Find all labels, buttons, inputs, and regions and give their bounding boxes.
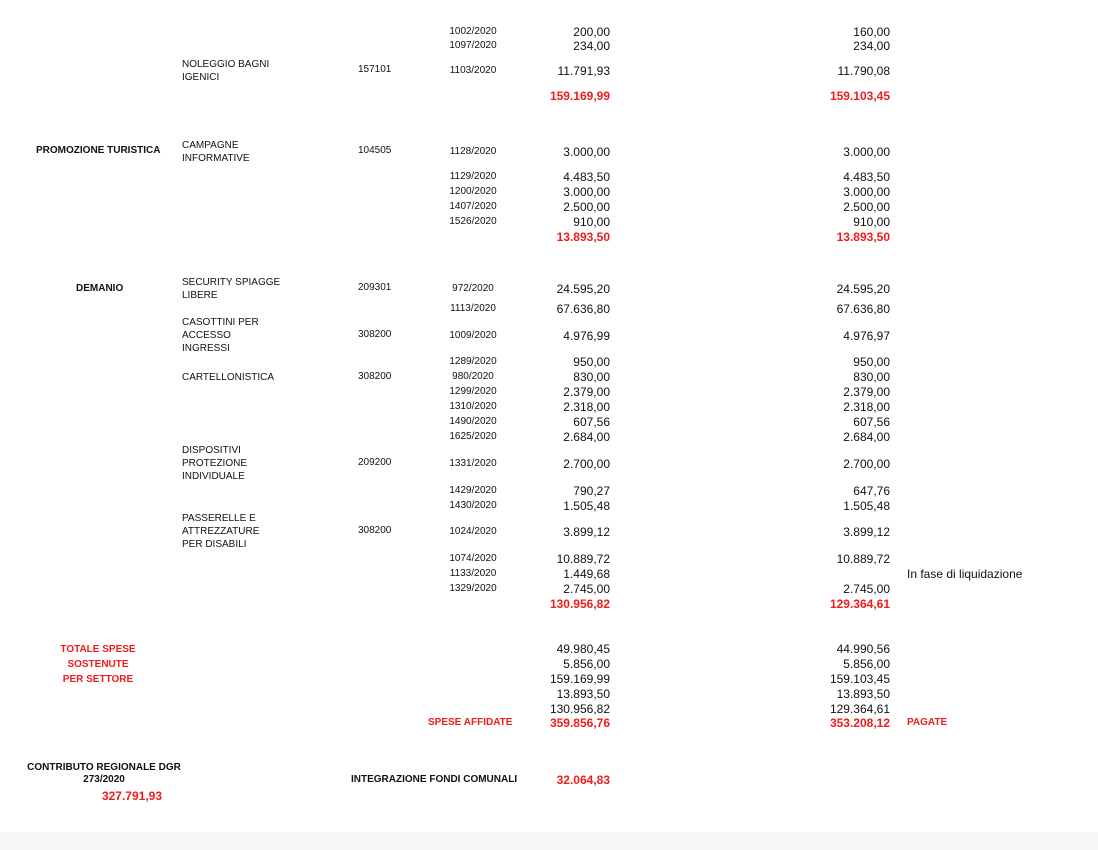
amount-impegnato: 3.899,12 — [563, 525, 610, 539]
amount-liquidato: 830,00 — [853, 370, 890, 384]
amount-liquidato: 4.483,50 — [843, 170, 890, 184]
spese-affidate-label: SPESE AFFIDATE — [428, 717, 513, 728]
activity-noleggio-bagni: NOLEGGIO BAGNI IGENICI — [182, 59, 270, 83]
determination-number: 1526/2020 — [449, 216, 497, 227]
amount-impegnato: 1.449,68 — [563, 567, 610, 581]
determination-number: 972/2020 — [452, 283, 494, 294]
amount-impegnato: 950,00 — [573, 355, 610, 369]
section-promozione-turistica: PROMOZIONE TURISTICA — [36, 145, 161, 156]
amount-impegnato: 607,56 — [573, 415, 610, 429]
amount-liquidato: 1.505,48 — [843, 499, 890, 513]
page-bottom-edge — [0, 832, 1098, 850]
amount-liquidato: 3.000,00 — [843, 145, 890, 159]
amount-impegnato: 2.379,00 — [563, 385, 610, 399]
subtotal-impegnato: 13.893,50 — [556, 230, 610, 244]
row-note: In fase di liquidazione — [907, 567, 1023, 581]
determination-number: 1200/2020 — [449, 186, 497, 197]
amount-impegnato: 234,00 — [573, 39, 610, 53]
amount-impegnato: 2.745,00 — [563, 582, 610, 596]
summary-liquidato: 13.893,50 — [836, 687, 890, 701]
determination-number: 1113/2020 — [450, 303, 496, 314]
amount-liquidato: 11.790,08 — [837, 64, 890, 78]
summary-impegnato: 130.956,82 — [549, 702, 610, 716]
amount-liquidato: 950,00 — [853, 355, 890, 369]
amount-impegnato: 910,00 — [573, 215, 610, 229]
determination-number: 980/2020 — [452, 371, 494, 382]
determination-number: 1103/2020 — [449, 65, 497, 76]
activity-security-spiagge: SECURITY SPIAGGE LIBERE — [182, 277, 281, 301]
amount-liquidato: 4.976,97 — [843, 329, 890, 343]
amount-liquidato: 647,76 — [853, 484, 890, 498]
summary-impegnato: 13.893,50 — [556, 687, 610, 701]
amount-liquidato: 2.700,00 — [843, 457, 890, 471]
chapter-cartellonistica: 308200 — [358, 371, 392, 382]
amount-impegnato: 1.505,48 — [563, 499, 610, 513]
spese-affidate-total: 359.856,76 — [549, 716, 610, 730]
amount-liquidato: 10.889,72 — [836, 552, 890, 566]
section-demanio: DEMANIO — [76, 283, 124, 294]
subtotal-liquidato: 159.103,45 — [829, 89, 890, 103]
amount-impegnato: 830,00 — [573, 370, 610, 384]
activity-campagne-informative: CAMPAGNE INFORMATIVE — [182, 140, 250, 164]
amount-liquidato: 2.745,00 — [843, 582, 890, 596]
amount-impegnato: 3.000,00 — [563, 185, 610, 199]
determination-number: 1407/2020 — [449, 201, 497, 212]
chapter-dispositivi: 209200 — [358, 457, 392, 468]
amount-liquidato: 2.500,00 — [843, 200, 890, 214]
determination-number: 1331/2020 — [449, 458, 497, 469]
determination-number: 1430/2020 — [449, 500, 497, 511]
totale-spese-label: TOTALE SPESE SOSTENUTE PER SETTORE — [60, 644, 136, 685]
determination-number: 1310/2020 — [449, 401, 497, 412]
amount-impegnato: 3.000,00 — [563, 145, 610, 159]
amount-liquidato: 24.595,20 — [836, 282, 890, 296]
subtotal-impegnato: 130.956,82 — [549, 597, 610, 611]
determination-number: 1625/2020 — [449, 431, 497, 442]
amount-impegnato: 10.889,72 — [556, 552, 610, 566]
contributo-regionale-value: 327.791,93 — [101, 789, 162, 803]
summary-liquidato: 5.856,00 — [843, 657, 890, 671]
amount-liquidato: 234,00 — [853, 39, 890, 53]
activity-passerelle: PASSERELLE E ATTREZZATURE PER DISABILI — [182, 513, 260, 550]
pagate-label: PAGATE — [907, 717, 948, 728]
subtotal-liquidato: 13.893,50 — [836, 230, 890, 244]
amount-impegnato: 2.700,00 — [563, 457, 610, 471]
summary-liquidato: 129.364,61 — [829, 702, 890, 716]
amount-impegnato: 4.976,99 — [563, 329, 610, 343]
amount-liquidato: 910,00 — [853, 215, 890, 229]
determination-number: 1133/2020 — [449, 568, 497, 579]
chapter-casottini: 308200 — [358, 329, 392, 340]
chapter-passerelle: 308200 — [358, 525, 392, 536]
amount-impegnato: 2.318,00 — [563, 400, 610, 414]
amount-liquidato: 160,00 — [853, 25, 890, 39]
amount-liquidato: 67.636,80 — [836, 302, 890, 316]
summary-liquidato: 44.990,56 — [836, 642, 890, 656]
contributo-regionale-label: CONTRIBUTO REGIONALE DGR 273/2020 — [27, 762, 181, 785]
summary-impegnato: 5.856,00 — [563, 657, 610, 671]
amount-impegnato: 790,27 — [573, 484, 610, 498]
determination-number: 1002/2020 — [449, 26, 497, 37]
amount-impegnato: 2.684,00 — [563, 430, 610, 444]
determination-number: 1024/2020 — [449, 526, 497, 537]
activity-dispositivi: DISPOSITIVI PROTEZIONE INDIVIDUALE — [182, 445, 248, 482]
amount-liquidato: 2.379,00 — [843, 385, 890, 399]
summary-liquidato: 159.103,45 — [829, 672, 890, 686]
amount-impegnato: 11.791,93 — [557, 64, 610, 78]
amount-liquidato: 3.899,12 — [843, 525, 890, 539]
determination-number: 1009/2020 — [449, 330, 497, 341]
determination-number: 1490/2020 — [449, 416, 497, 427]
activity-cartellonistica: CARTELLONISTICA — [182, 372, 275, 383]
amount-liquidato: 607,56 — [853, 415, 890, 429]
subtotal-liquidato: 129.364,61 — [829, 597, 890, 611]
pagate-total: 353.208,12 — [829, 716, 890, 730]
amount-impegnato: 24.595,20 — [556, 282, 610, 296]
amount-liquidato: 2.684,00 — [843, 430, 890, 444]
summary-impegnato: 159.169,99 — [549, 672, 610, 686]
subtotal-impegnato: 159.169,99 — [549, 89, 610, 103]
summary-impegnato: 49.980,45 — [556, 642, 610, 656]
amount-liquidato: 3.000,00 — [843, 185, 890, 199]
integrazione-label: INTEGRAZIONE FONDI COMUNALI — [351, 774, 518, 785]
determination-number: 1074/2020 — [449, 553, 497, 564]
amount-liquidato: 2.318,00 — [843, 400, 890, 414]
determination-number: 1128/2020 — [449, 146, 497, 157]
determination-number: 1329/2020 — [449, 583, 497, 594]
amount-impegnato: 67.636,80 — [556, 302, 610, 316]
chapter-security: 209301 — [358, 282, 392, 293]
determination-number: 1299/2020 — [449, 386, 497, 397]
integrazione-value: 32.064,83 — [556, 773, 610, 787]
determination-number: 1429/2020 — [449, 485, 497, 496]
chapter-noleggio: 157101 — [358, 64, 392, 75]
chapter-campagne: 104505 — [358, 145, 392, 156]
amount-impegnato: 4.483,50 — [563, 170, 610, 184]
amount-impegnato: 200,00 — [573, 25, 610, 39]
activity-casottini: CASOTTINI PER ACCESSO INGRESSI — [182, 317, 259, 354]
amount-impegnato: 2.500,00 — [563, 200, 610, 214]
determination-number: 1129/2020 — [449, 171, 497, 182]
determination-number: 1097/2020 — [449, 40, 497, 51]
determination-number: 1289/2020 — [449, 356, 497, 367]
